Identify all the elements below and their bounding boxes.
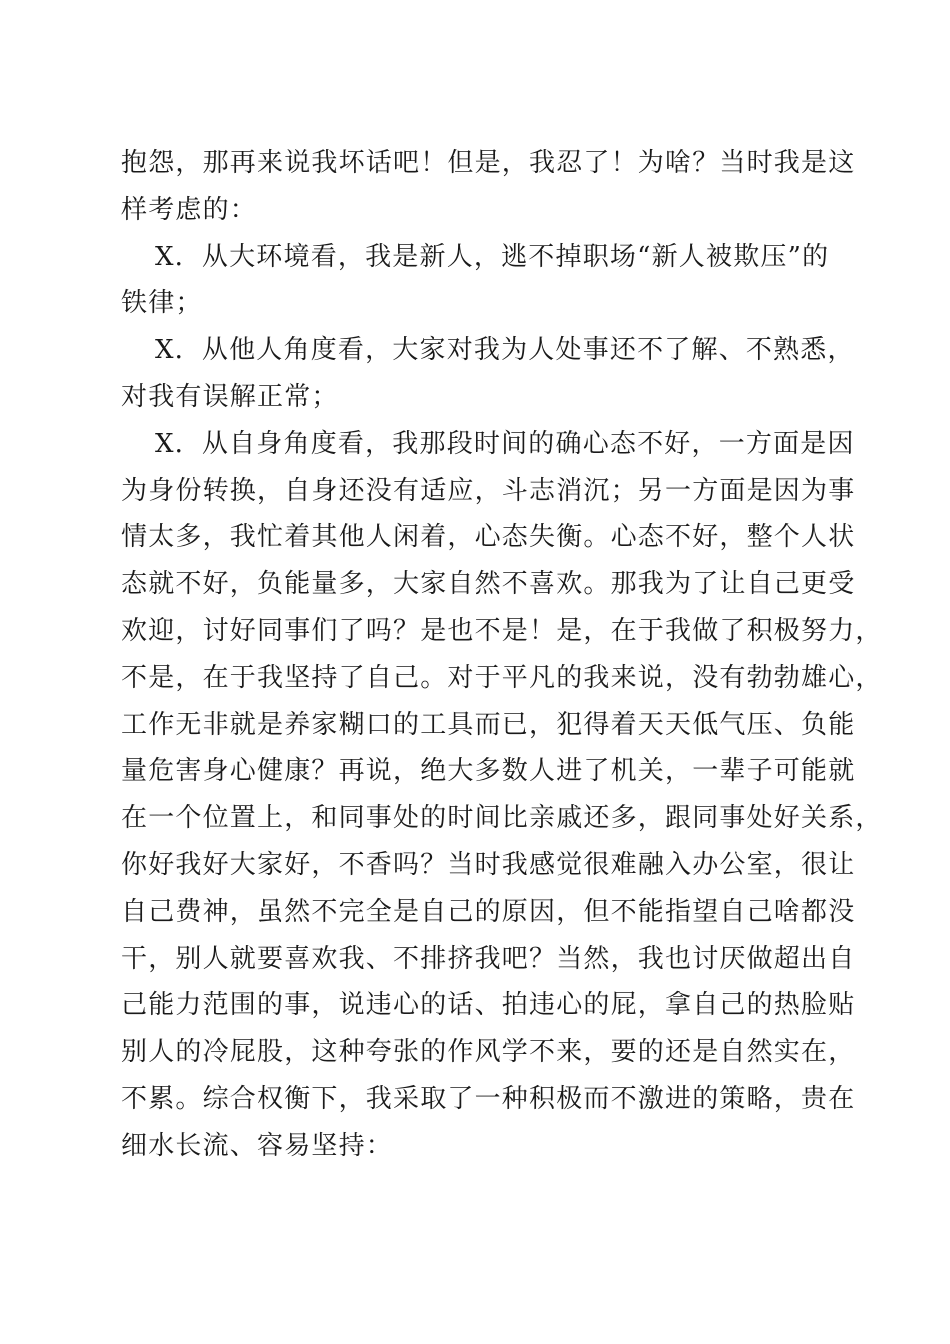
text-line: 细水长流、容易坚持： (121, 1130, 394, 1161)
text-line: 自己费神，虽然不完全是自己的原因，但不能指望自己啥都没 (121, 896, 856, 927)
text-line: 不累。综合权衡下，我采取了一种积极而不激进的策略，贵在 (121, 1083, 856, 1114)
text-line: 为身份转换，自身还没有适应，斗志消沉；另一方面是因为事 (121, 475, 856, 506)
text-line: 对我有误解正常； (121, 381, 339, 412)
list-item-line: X．从自身角度看，我那段时间的确心态不好，一方面是因 (155, 428, 855, 459)
text-line: 在一个位置上，和同事处的时间比亲戚还多，跟同事处好关系， (121, 803, 883, 834)
text-line: 别人的冷屁股，这种夸张的作风学不来，要的还是自然实在， (121, 1037, 856, 1068)
text-line: 抱怨，那再来说我坏话吧！但是，我忍了！为啥？当时我是这 (121, 148, 856, 178)
list-item-line: X．从他人角度看，大家对我为人处事还不了解、不熟悉， (155, 335, 855, 366)
list-item-line: X．从大环境看，我是新人，逃不掉职场“新人被欺压”的 (155, 241, 830, 272)
text-line: 量危害身心健康？再说，绝大多数人进了机关，一辈子可能就 (121, 756, 856, 787)
text-line: 你好我好大家好，不香吗？当时我感觉很难融入办公室，很让 (121, 849, 856, 880)
text-line: 己能力范围的事，说违心的话、拍违心的屁，拿自己的热脸贴 (121, 990, 856, 1021)
text-line: 欢迎，讨好同事们了吗？是也不是！是，在于我做了积极努力， (121, 615, 883, 646)
text-line: 态就不好，负能量多，大家自然不喜欢。那我为了让自己更受 (121, 569, 856, 600)
text-line: 干，别人就要喜欢我、不排挤我吧？当然，我也讨厌做超出自 (121, 943, 856, 974)
text-line: 工作无非就是养家糊口的工具而已，犯得着天天低气压、负能 (121, 709, 856, 740)
text-line: 不是，在于我坚持了自己。对于平凡的我来说，没有勃勃雄心， (121, 662, 883, 693)
text-line: 样考虑的： (121, 194, 258, 225)
text-line: 铁律； (121, 288, 203, 319)
text-line: 情太多，我忙着其他人闲着，心态失衡。心态不好，整个人状 (121, 522, 856, 553)
body-text (121, 140, 883, 1170)
